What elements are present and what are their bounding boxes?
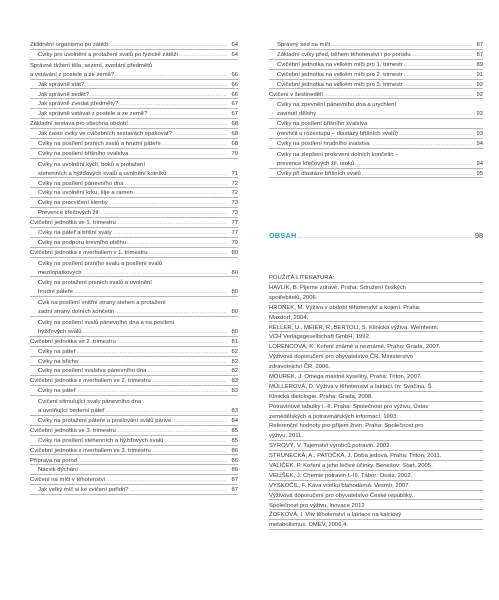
toc-leader (399, 131, 472, 138)
reference-line: VALÍČEK, P. Koření a jeho léčivé účinky. Benešov: Start, 2005. (269, 461, 483, 471)
toc-page-number: 67 (231, 101, 238, 108)
toc-leader (173, 131, 227, 138)
toc-page-number: 80 (231, 269, 238, 276)
toc-entry[interactable] (30, 40, 238, 50)
toc-entry[interactable] (30, 416, 238, 426)
toc-entry-title: Cviky na protažení páteře a posilování svalů pánve (38, 417, 172, 424)
toc-leader (148, 111, 227, 118)
toc-page-number: 92 (476, 91, 483, 98)
toc-entry-title: prevence křečových žil, otoků (277, 160, 355, 167)
toc-entry-title: Nácvik dýchání (38, 467, 78, 474)
toc-page-number: 64 (231, 51, 238, 58)
toc-page-number: 86 (231, 457, 238, 464)
toc-leader (117, 428, 227, 435)
toc-leader (83, 270, 227, 277)
toc-leader (79, 467, 227, 474)
toc-leader (117, 220, 227, 227)
toc-entry-title: Cviky na uvolnění kyčlí, boků a protažení (38, 161, 146, 168)
toc-entry[interactable] (30, 475, 238, 485)
toc-page-number: 82 (231, 368, 238, 375)
toc-entry-title: Cvičení stimulující svaly pánevního dna (38, 399, 142, 406)
toc-page-number: 86 (231, 467, 238, 474)
toc-entry-title: Cvičební jednotka na velkém míči pro 2. trimestr (277, 71, 403, 78)
reference-line: metabolismus. DMEV, 2006,4. (269, 520, 483, 530)
toc-leader (99, 210, 227, 217)
toc-leader (78, 458, 227, 465)
toc-entry-title: Cviky na páteř (38, 388, 76, 395)
reference-line: STRUNECKÁ, A., PATOČKA, J. Doba jedová. Praha: Triton, 2011. (269, 451, 483, 461)
toc-entry-title: Cvik na posílení vnitřní strany stehen a protažení (38, 300, 166, 307)
toc-entry[interactable] (30, 198, 238, 208)
toc-leader (404, 72, 472, 79)
toc-entry-title: mezilopatkových (38, 269, 82, 276)
toc-entry-title: Cviky na posílení svalů pánevního dna a na posílení (38, 320, 175, 327)
toc-entry[interactable] (269, 109, 483, 119)
toc-page-number: 86 (231, 447, 238, 454)
toc-page-number: 95 (476, 170, 483, 177)
toc-page-number: 68 (231, 141, 238, 147)
toc-entry-title: Cviky na páteř (38, 348, 76, 355)
toc-leader (119, 101, 227, 108)
toc-entry-title: Cvičení na míči v těhotenství (30, 477, 106, 484)
toc-entry-title: Cvičební jednotka s overballem ve 3. trimestru (30, 447, 151, 454)
toc-page-number: 72 (231, 190, 238, 197)
toc-entry-title: Jak často cviky ve cvičebních sestavách opakovat? (38, 131, 172, 138)
reference-line: Klinická dietologie. Praha: Grada, 2008. (269, 392, 483, 402)
toc-page-number: 77 (231, 220, 238, 227)
toc-list-left (30, 40, 238, 495)
toc-entry-title: Jak správně sedět? (38, 91, 90, 98)
toc-page-number: 84 (231, 417, 238, 424)
toc-entry[interactable] (30, 455, 238, 465)
toc-entry[interactable] (30, 159, 238, 169)
toc-leader (152, 448, 227, 455)
toc-entry[interactable] (30, 139, 238, 149)
toc-page-number: 94 (476, 160, 483, 167)
toc-entry-title: Cviky na podporu krevního oběhu (38, 239, 127, 246)
toc-page-number: 93 (476, 131, 483, 138)
toc-page-number: 85 (231, 427, 238, 434)
obsah-heading: OBSAH (269, 231, 297, 240)
toc-entry-title: Cvičební jednotka na velkém míči pro 3. trimestr (277, 81, 403, 88)
reference-line: zemědělských a potravinářských informací, 1993. (269, 411, 483, 421)
toc-leader (117, 339, 227, 346)
toc-leader (83, 329, 227, 336)
toc-page-number: 89 (476, 61, 483, 68)
toc-page-number: 83 (231, 378, 238, 385)
toc-page-number: 94 (476, 141, 483, 147)
toc-entry[interactable] (30, 337, 238, 347)
toc-leader (129, 151, 227, 158)
toc-leader (74, 289, 227, 296)
toc-page-number: 80 (231, 309, 238, 316)
toc-page-number: 87 (231, 477, 238, 484)
toc-entry[interactable] (30, 89, 238, 99)
toc-entry[interactable] (269, 139, 483, 149)
toc-entry[interactable] (30, 129, 238, 139)
reference-line: HRONEK, M. Výživa v období těhotenství a kojení. Praha: (269, 303, 483, 313)
references-list (269, 273, 483, 530)
reference-line: Společnost pro výživu, inovace 2012 (269, 500, 483, 510)
toc-entry[interactable] (269, 149, 483, 159)
toc-page-number: 87 (476, 42, 483, 49)
toc-entry-title: hrudní páteře (38, 289, 74, 296)
toc-entry-title: Prevence křečových žil (38, 210, 99, 217)
toc-page-number: 71 (231, 170, 238, 177)
toc-entry[interactable] (30, 386, 238, 396)
toc-leader (162, 141, 227, 148)
toc-entry[interactable] (30, 218, 238, 228)
reference-line: ŽOFKOVÁ, I. Vliv těhotenství a laktace na kalciový (269, 510, 483, 520)
toc-page-number: 66 (231, 81, 238, 88)
toc-entry-title: zavinutí dělohy (277, 111, 317, 118)
toc-entry[interactable] (30, 99, 238, 109)
toc-entry-title: Jak správně stát? (38, 81, 85, 88)
toc-entry-title: Cviky na procvičení klenby (38, 200, 108, 207)
toc-entry-title: Cviky na posílení prsních svalů a hrudní páteře (38, 141, 161, 147)
toc-entry[interactable] (30, 485, 238, 495)
toc-entry-title: Cvičební jednotka s overballem ve 2. trimestru (30, 378, 151, 385)
toc-entry[interactable] (269, 99, 483, 109)
toc-page-number: 64 (231, 42, 238, 49)
toc-entry[interactable] (30, 258, 238, 268)
toc-entry[interactable] (269, 60, 483, 70)
toc-entry-title: Cvičební jednotka s overballem v 1. trimestru (30, 249, 148, 256)
toc-page-number: 70 (231, 150, 238, 157)
toc-page-number: 82 (231, 348, 238, 355)
toc-entry-title: Cviky pro uvolnění a protažení svalů po fyzické zátěži (38, 51, 178, 58)
toc-entry[interactable] (30, 396, 238, 406)
toc-leader (106, 477, 227, 484)
reference-line: SYROVÝ, V. Tajemství výrobců potravin. 2002. (269, 441, 483, 451)
toc-page-number: 83 (231, 408, 238, 415)
toc-entry[interactable] (30, 109, 238, 119)
toc-page-number: 81 (231, 338, 238, 345)
toc-page-number: 92 (476, 81, 483, 88)
toc-entry[interactable] (30, 267, 238, 277)
toc-entry-title: stehenních a hýžďových svalů a uvolnění kotníků (38, 170, 167, 177)
toc-page-number: 80 (231, 289, 238, 296)
toc-entry[interactable] (269, 50, 483, 60)
toc-entry-title: Cviky na protažení prsních svalů a uvolnění (38, 280, 152, 287)
toc-leader (167, 171, 227, 178)
toc-entry-title: Zklidnění organismu po zátěži (30, 42, 109, 49)
toc-entry-title: hýžďových svalů (38, 328, 82, 335)
toc-leader (77, 349, 227, 356)
toc-entry[interactable] (30, 436, 238, 446)
toc-leader (109, 42, 227, 49)
toc-entry[interactable] (269, 159, 483, 169)
toc-page-number: 80 (231, 328, 238, 335)
toc-leader (404, 82, 472, 89)
toc-page-number: 79 (231, 239, 238, 246)
toc-page-number: 66 (231, 91, 238, 98)
reference-line: MOUREK, J. Omega mastné kyseliny. Praha: Triton, 2007. (269, 372, 483, 382)
reference-line: Potravinové tabulky I.-II. Praha: Společnost pro výživu, Ústav (269, 402, 483, 412)
reference-line: Referenční hodnoty pro příjem živin. Praha: Společnost pro (269, 421, 483, 431)
toc-leader (297, 234, 472, 240)
toc-leader (127, 240, 227, 247)
toc-entry-title: Cviky na posílení břišního svalstva (38, 150, 129, 157)
toc-entry[interactable] (30, 366, 238, 376)
reference-line: MÜLLEROVÁ, D. Výživa v těhotenství a laktaci. In: Svačina, Š. (269, 382, 483, 392)
toc-right-column (269, 40, 483, 178)
toc-page-number: 83 (231, 388, 238, 395)
toc-entry[interactable] (30, 208, 238, 218)
reference-line: Výživová doporučení pro obyvatelstvo ČR. Ministerstvo (269, 352, 483, 362)
toc-entry[interactable] (30, 347, 238, 357)
toc-leader (164, 438, 227, 445)
toc-entry[interactable] (30, 446, 238, 456)
reference-line: Maxdorf, 2004. (269, 313, 483, 323)
toc-page-number: 91 (476, 71, 483, 78)
toc-entry-title: Cviky na posílení pánevního dna (38, 180, 124, 187)
reference-line: VELÍŠEK, J. Chemie potravin I.-III. Tábor: Ossis, 2002. (269, 471, 483, 481)
toc-page-number: 73 (231, 200, 238, 207)
toc-leader (147, 368, 227, 375)
toc-entry[interactable] (30, 248, 238, 258)
toc-entry-obsah[interactable] (269, 228, 483, 240)
toc-leader (324, 92, 472, 99)
toc-entry[interactable] (30, 70, 238, 80)
toc-entry[interactable] (30, 357, 238, 367)
toc-leader (172, 418, 227, 425)
toc-entry[interactable] (30, 277, 238, 287)
toc-page-number: 72 (231, 180, 238, 187)
toc-leader (129, 487, 227, 494)
toc-page-number: 73 (231, 210, 238, 217)
toc-entry[interactable] (30, 307, 238, 317)
toc-entry[interactable] (30, 50, 238, 60)
toc-entry[interactable] (30, 376, 238, 386)
toc-page-number: 85 (231, 437, 238, 444)
toc-entry-title: Cviky na zlepšení prokrvení dolních končetin – (277, 151, 399, 158)
toc-leader (85, 82, 227, 89)
toc-leader (105, 408, 227, 415)
toc-entry[interactable] (30, 60, 238, 70)
toc-entry[interactable] (30, 149, 238, 159)
toc-entry-title: Cviky na páteř a břišní svaly (38, 230, 112, 237)
toc-entry-title: (nevhčit u rozestupu – diastázy břišních svalů) (277, 131, 398, 138)
toc-entry-title: Cviky na posílení svalstva pánevního dna (38, 368, 147, 375)
toc-entry-title: Cvičební jednotka ve 2. trimestru (30, 338, 116, 345)
reference-line: výživu, 2011. (269, 431, 483, 441)
toc-leader (113, 230, 227, 237)
toc-entry[interactable] (269, 70, 483, 80)
toc-leader (124, 181, 227, 188)
toc-entry[interactable] (30, 169, 238, 179)
toc-page-number: 66 (231, 71, 238, 78)
toc-entry-title: Cvičení v šestinedělí (269, 91, 324, 98)
reference-line: LORENCOVÁ, K. Koření známé a neznámé. Praha: Grada, 2007. (269, 342, 483, 352)
toc-page-number: 68 (231, 131, 238, 138)
toc-list-right (269, 40, 483, 178)
reference-line: VYSKOČIL, F. Káva vcelku blahodárná. Vesmír, 2007. (269, 481, 483, 491)
toc-leader (79, 359, 227, 366)
toc-page-number: 77 (231, 230, 238, 237)
toc-entry-title: a uvolňující bederní páteř (38, 408, 105, 415)
reference-line: Výživová doporučení pro obyvatelstvo České republiky. (269, 491, 483, 501)
toc-entry[interactable] (30, 317, 238, 327)
toc-leader (115, 72, 227, 79)
toc-leader (90, 92, 227, 99)
toc-entry-title: Cvičební jednotka ve 3. trimestru (30, 427, 116, 434)
toc-page-number: 92 (476, 111, 483, 118)
toc-entry-title: Cviky na posílení stehenních a hýžďových svalů (38, 437, 164, 444)
toc-leader (129, 121, 227, 128)
toc-entry[interactable] (30, 188, 238, 198)
references-heading: POUŽITÁ LITERATURA: (269, 273, 483, 283)
toc-entry[interactable] (269, 169, 483, 179)
toc-leader (109, 200, 227, 207)
reference-line: KELLER, U., MEIER, R.,BERTOLI, S. Klinická výživa. Weinheim: (269, 322, 483, 332)
toc-leader (355, 161, 472, 168)
toc-left-column (30, 40, 238, 495)
toc-leader (115, 309, 227, 316)
toc-entry-title: Jak velký míč si ke cvičení pořídit? (38, 487, 129, 494)
toc-entry[interactable] (269, 80, 483, 90)
toc-entry-title: a vstávání z postele a ze země? (30, 71, 115, 78)
toc-entry-title: Příprava na porod (30, 457, 78, 464)
toc-entry[interactable] (30, 287, 238, 297)
toc-entry-title: Cviky na posílení prsního svalu a posílení svalů (38, 260, 163, 267)
toc-entry-title: Cviky na zpevnění pánevního dna a urychlení (277, 102, 397, 109)
toc-entry-title: Cviky na posílení hrudního svalstva (277, 141, 370, 147)
reference-line: HAVLÍK, B. Pijeme zdravě. Praha: Sdružení českých (269, 283, 483, 293)
toc-entry-title: Cvičební jednotka na velkém míči pro 1. trimestr (277, 61, 403, 68)
toc-entry-title: Cviky na posílení břišního svalstva (277, 121, 368, 128)
toc-entry[interactable] (30, 327, 238, 337)
obsah-page-number: 98 (475, 231, 483, 240)
toc-entry-title: Cvičební jednotka ve 1. trimestru (30, 220, 116, 227)
reference-line: VCH Verlagsgesellschaft GmbH, 1992. (269, 332, 483, 342)
toc-entry-title: Základní cviky před, během těhotenství i po porodu (277, 51, 411, 58)
toc-entry[interactable] (30, 406, 238, 416)
toc-page-number: 67 (231, 111, 238, 118)
toc-entry-title: Správné držení těla, sezení, zvedání předmětů (30, 62, 153, 69)
toc-entry[interactable] (30, 119, 238, 129)
toc-entry[interactable] (30, 80, 238, 90)
toc-leader (179, 52, 227, 59)
toc-entry-title: Jak správně zvedat předměty? (38, 101, 119, 108)
toc-leader (149, 250, 227, 257)
reference-line: zdravotnictví ČR, 2006. (269, 362, 483, 372)
toc-entry-title: Cviky na břicho (38, 358, 79, 365)
toc-entry[interactable] (269, 119, 483, 129)
toc-entry[interactable] (30, 297, 238, 307)
toc-leader (331, 42, 472, 49)
reference-line: spotřebitelů, 2006. (269, 293, 483, 303)
toc-page-number: 80 (231, 249, 238, 256)
toc-page-number: 87 (231, 487, 238, 494)
toc-page-number: 87 (476, 51, 483, 58)
toc-leader (152, 378, 227, 385)
toc-leader (362, 171, 472, 178)
toc-leader (77, 388, 227, 395)
toc-entry[interactable] (269, 129, 483, 139)
toc-entry-title: zadní strany dolních končetin (38, 309, 115, 316)
toc-entry[interactable] (30, 426, 238, 436)
toc-leader (371, 141, 472, 148)
toc-entry[interactable] (30, 228, 238, 238)
toc-entry-title: Cviky při diastáze břišních svalů (277, 170, 361, 177)
toc-entry[interactable] (30, 465, 238, 475)
toc-page-number: 68 (231, 121, 238, 128)
toc-entry-title: Jak správně vstávat z postele a ze země? (38, 111, 148, 118)
toc-entry-title: Cviky na uvolnění krku, šíje a ramen (38, 190, 133, 197)
toc-leader (317, 111, 472, 118)
toc-leader (404, 62, 472, 69)
toc-entry[interactable] (30, 178, 238, 188)
toc-entry[interactable] (30, 238, 238, 248)
toc-page-number: 82 (231, 358, 238, 365)
toc-entry-title: Správný sed na míči (277, 42, 331, 49)
toc-entry[interactable] (269, 40, 483, 50)
toc-entry-title: Základní sestava pro všechna období (30, 121, 128, 128)
toc-leader (412, 52, 472, 59)
toc-leader (134, 190, 227, 197)
toc-entry[interactable] (269, 89, 483, 99)
